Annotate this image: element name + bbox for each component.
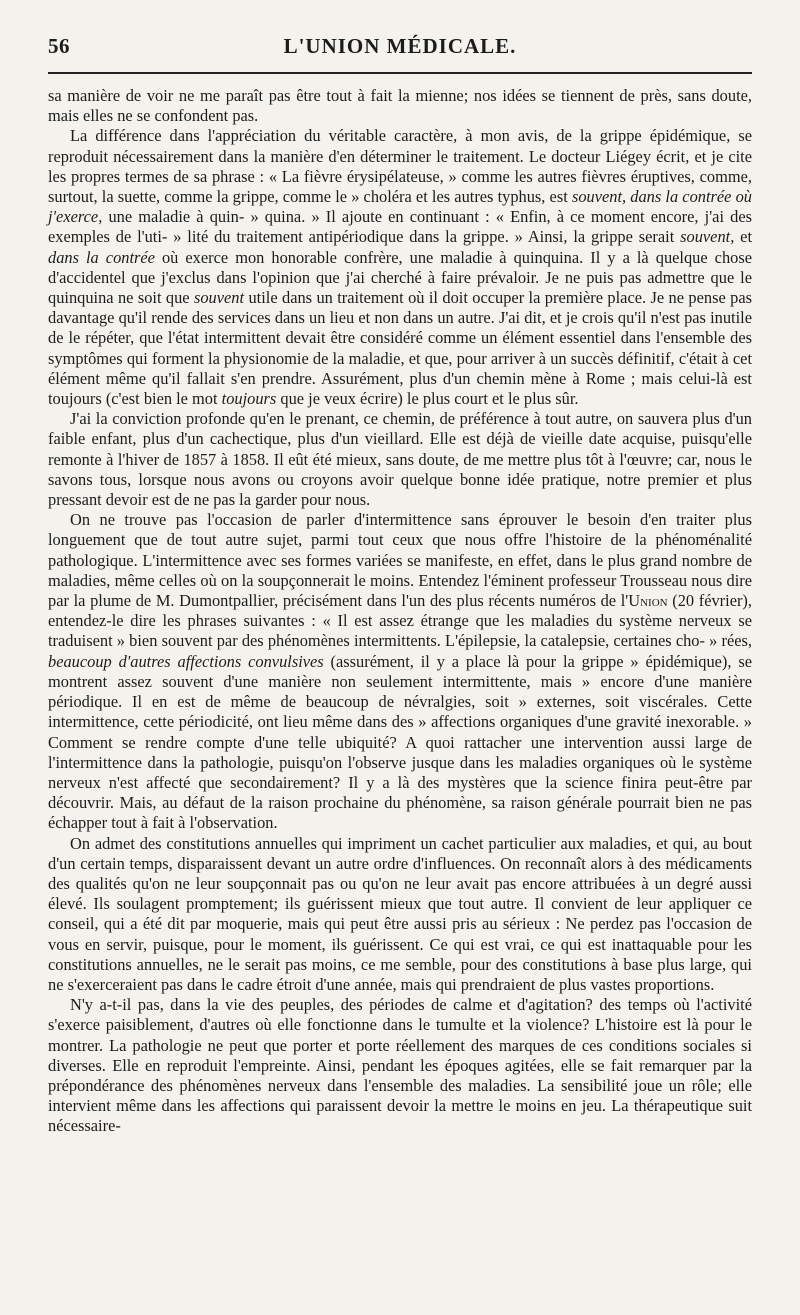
text-run: On ne trouve pas l'occasion de parler d'intermittence sans éprouver le besoin d'en traiter plus longuement que de tout autre sujet, parmi tout ceux que nous offre l'histoire de la phénoménalité pathologique. L'intermittence avec ses formes variées se manifeste, en effet, dans le plus grand nombre de maladies, même celles où on la soupçonnerait le moins. Entendez l'éminent professeur Trousseau nous dire par la plume de M. Dumontpallier, précisément dans l'un des plus récents numéros de l' — [48, 510, 752, 611]
paragraph — [48, 126, 752, 409]
italic-text: toujours — [221, 389, 277, 409]
text-run: La différence dans l'appréciation du véritable caractère, à mon avis, de la grippe épidémique, se reproduit nécessairement dans la manière d'en déterminer le traitement. Le docteur Liégey écrit, et je cite les propres termes de sa phrase : « La fièvre érysipélateuse, » comme les autres fièvres éruptives, comme, surtout, la suette, comme la grippe, comme le » choléra et les autres typhus, est — [48, 126, 752, 207]
italic-text: souvent, — [680, 227, 735, 247]
body-text — [48, 86, 752, 1137]
text-run: où exerce mon honorable confrère, une maladie à quinquina. Il y a là quelque chose d'accidentel que j'exclus dans l'opinion que j'ai cherché à faire prévaloir. Je ne puis pas admettre que le quinquina ne soit que — [48, 247, 752, 308]
italic-text: souvent, dans la contrée où j'exerce, — [48, 187, 752, 227]
running-title: L'UNION MÉDICALE. — [283, 34, 517, 58]
text-run: que je veux écrire) le plus court et le plus sûr. — [276, 389, 579, 409]
paragraph — [48, 86, 752, 126]
page-header — [48, 30, 752, 64]
text-run: J'ai la conviction profonde qu'en le prenant, ce chemin, de préférence à tout autre, on sauvera plus d'un faible enfant, plus d'un cachectique, plus d'un vieillard. Elle est déjà de vieille date acquise, puisqu'elle remonte à l'hiver de 1857 à 1858. Il eût été mieux, sans doute, de me mettre plus tôt à l'œuvre; car, nous le savons tous, lorsque nous avons ou croyons avoir quelque bonne idée pratique, notre premier et plus pressant devoir est de ne pas la garder pour nous. — [48, 409, 752, 510]
italic-text: souvent — [193, 288, 245, 308]
text-run: utile dans un traitement où il doit occuper la première place. Je ne pense pas davantage qu'il rende des services dans un lieu et non dans un autre. J'ai dit, et je crois qu'il n'est pas inutile de le répéter, que l'état intermittent devait être considéré comme un élément essentiel dans l'ensemble des symptômes qui forment la physionomie de la maladie, et que, pour arriver à un succès définitif, c'était à cet élément même qu'il fallait s'en prendre. Assurément, plus d'un chemin mène à Rome ; mais celui-là est toujours (c'est bien le mot — [48, 288, 752, 409]
text-run: N'y a-t-il pas, dans la vie des peuples, des périodes de calme et d'agitation? des temps où l'activité s'exerce paisiblement, d'autres où elle fonctionne dans le tumulte et la violence? L'histoire est là pour le montrer. La pathologie ne peut que porter et porte réellement des marques de ces conditions sociales si diverses. Elle en reproduit l'empreinte. Ainsi, pendant les époques agitées, elle se fait remarquer par la prépondérance des phénomènes nerveux dans l'ensemble des maladies. La sensibilité joue un rôle; elle intervient même dans les affections qui paraissent devoir la mettre le moins en jeu. La thérapeutique suit nécessaire- — [48, 995, 752, 1136]
header-rule — [48, 72, 752, 74]
text-run: et — [734, 227, 752, 247]
italic-text: beaucoup d'autres affections convulsives — [48, 651, 324, 671]
text-run: On admet des constitutions annuelles qui impriment un cachet particulier aux maladies, et qui, au bout d'un certain temps, disparaissent devant un autre ordre d'influences. On reconnaît alors à des médicaments des qualités qu'on ne leur soupçonnait pas ou qu'on ne leur avait pas encore attribuées à un degré aussi élevé. Ils soulagent promptement; ils guérissent mieux que tout autre. Il convient de leur appliquer ce conseil, qui a été dit par moquerie, mais qui peut être aussi pris au sérieux : Ne perdez pas l'occasion de vous en servir, puisque, pour le moment, ils guérissent. Ce qui est vrai, ce qui est inattaquable pour les constitutions annuelles, ne le serait pas moins, ce me semble, pour des constitutions à base plus large, qui ne s'exerceraient pas dans le cadre étroit d'une année, mais qui prendraient de plus vastes proportions. — [48, 833, 752, 994]
paragraph — [48, 510, 752, 833]
text-run: une maladie à quin- » quina. » Il ajoute en continuant : « Enfin, à ce moment encore, j'ai des exemples de l'uti- » lité du traitement antipériodique dans la grippe. » Ainsi, la grippe serait — [48, 207, 752, 247]
italic-text: dans la contrée — [48, 247, 155, 267]
page-number: 56 — [48, 34, 70, 58]
text-run: (20 février), entendez-le dire les phrases suivantes : « Il est assez étrange que les maladies du système nerveux se traduisent » bien souvent par des phénomènes intermittents. L'épilepsie, la catalepsie, certaines cho- » rées, — [48, 591, 752, 651]
paragraph — [48, 409, 752, 510]
paragraph — [48, 995, 752, 1136]
text-run: (assurément, il y a place là pour la grippe » épidémique), se montrent assez souvent d'une manière non seulement intermittente, mais » encore d'une manière périodique. Il en est de même de beaucoup de névralgies, soit » externes, soit viscérales. Cette intermittence, cette périodicité, ont lieu même dans des » affections organiques d'une gravité inexorable. » Comment se rendre compte d'une telle ubiquité? A quoi rattacher une intervention aussi large de l'intermittence dans la pathologie, puisqu'on l'observe jusque dans les maladies organiques où le système nerveux n'est affecté que secondairement? Il y a là des mystères que la science finira peut-être par découvrir. Mais, au défaut de la raison prochaine du phénomène, sa raison générale pourrait bien ne pas échapper tout à fait à l'observation. — [48, 651, 752, 833]
paragraph — [48, 834, 752, 996]
text-run: sa manière de voir ne me paraît pas être tout à fait la mienne; nos idées se tiennent de près, sans doute, mais elles ne se confondent pas. — [48, 86, 752, 126]
small-caps-text: Union — [628, 591, 668, 611]
